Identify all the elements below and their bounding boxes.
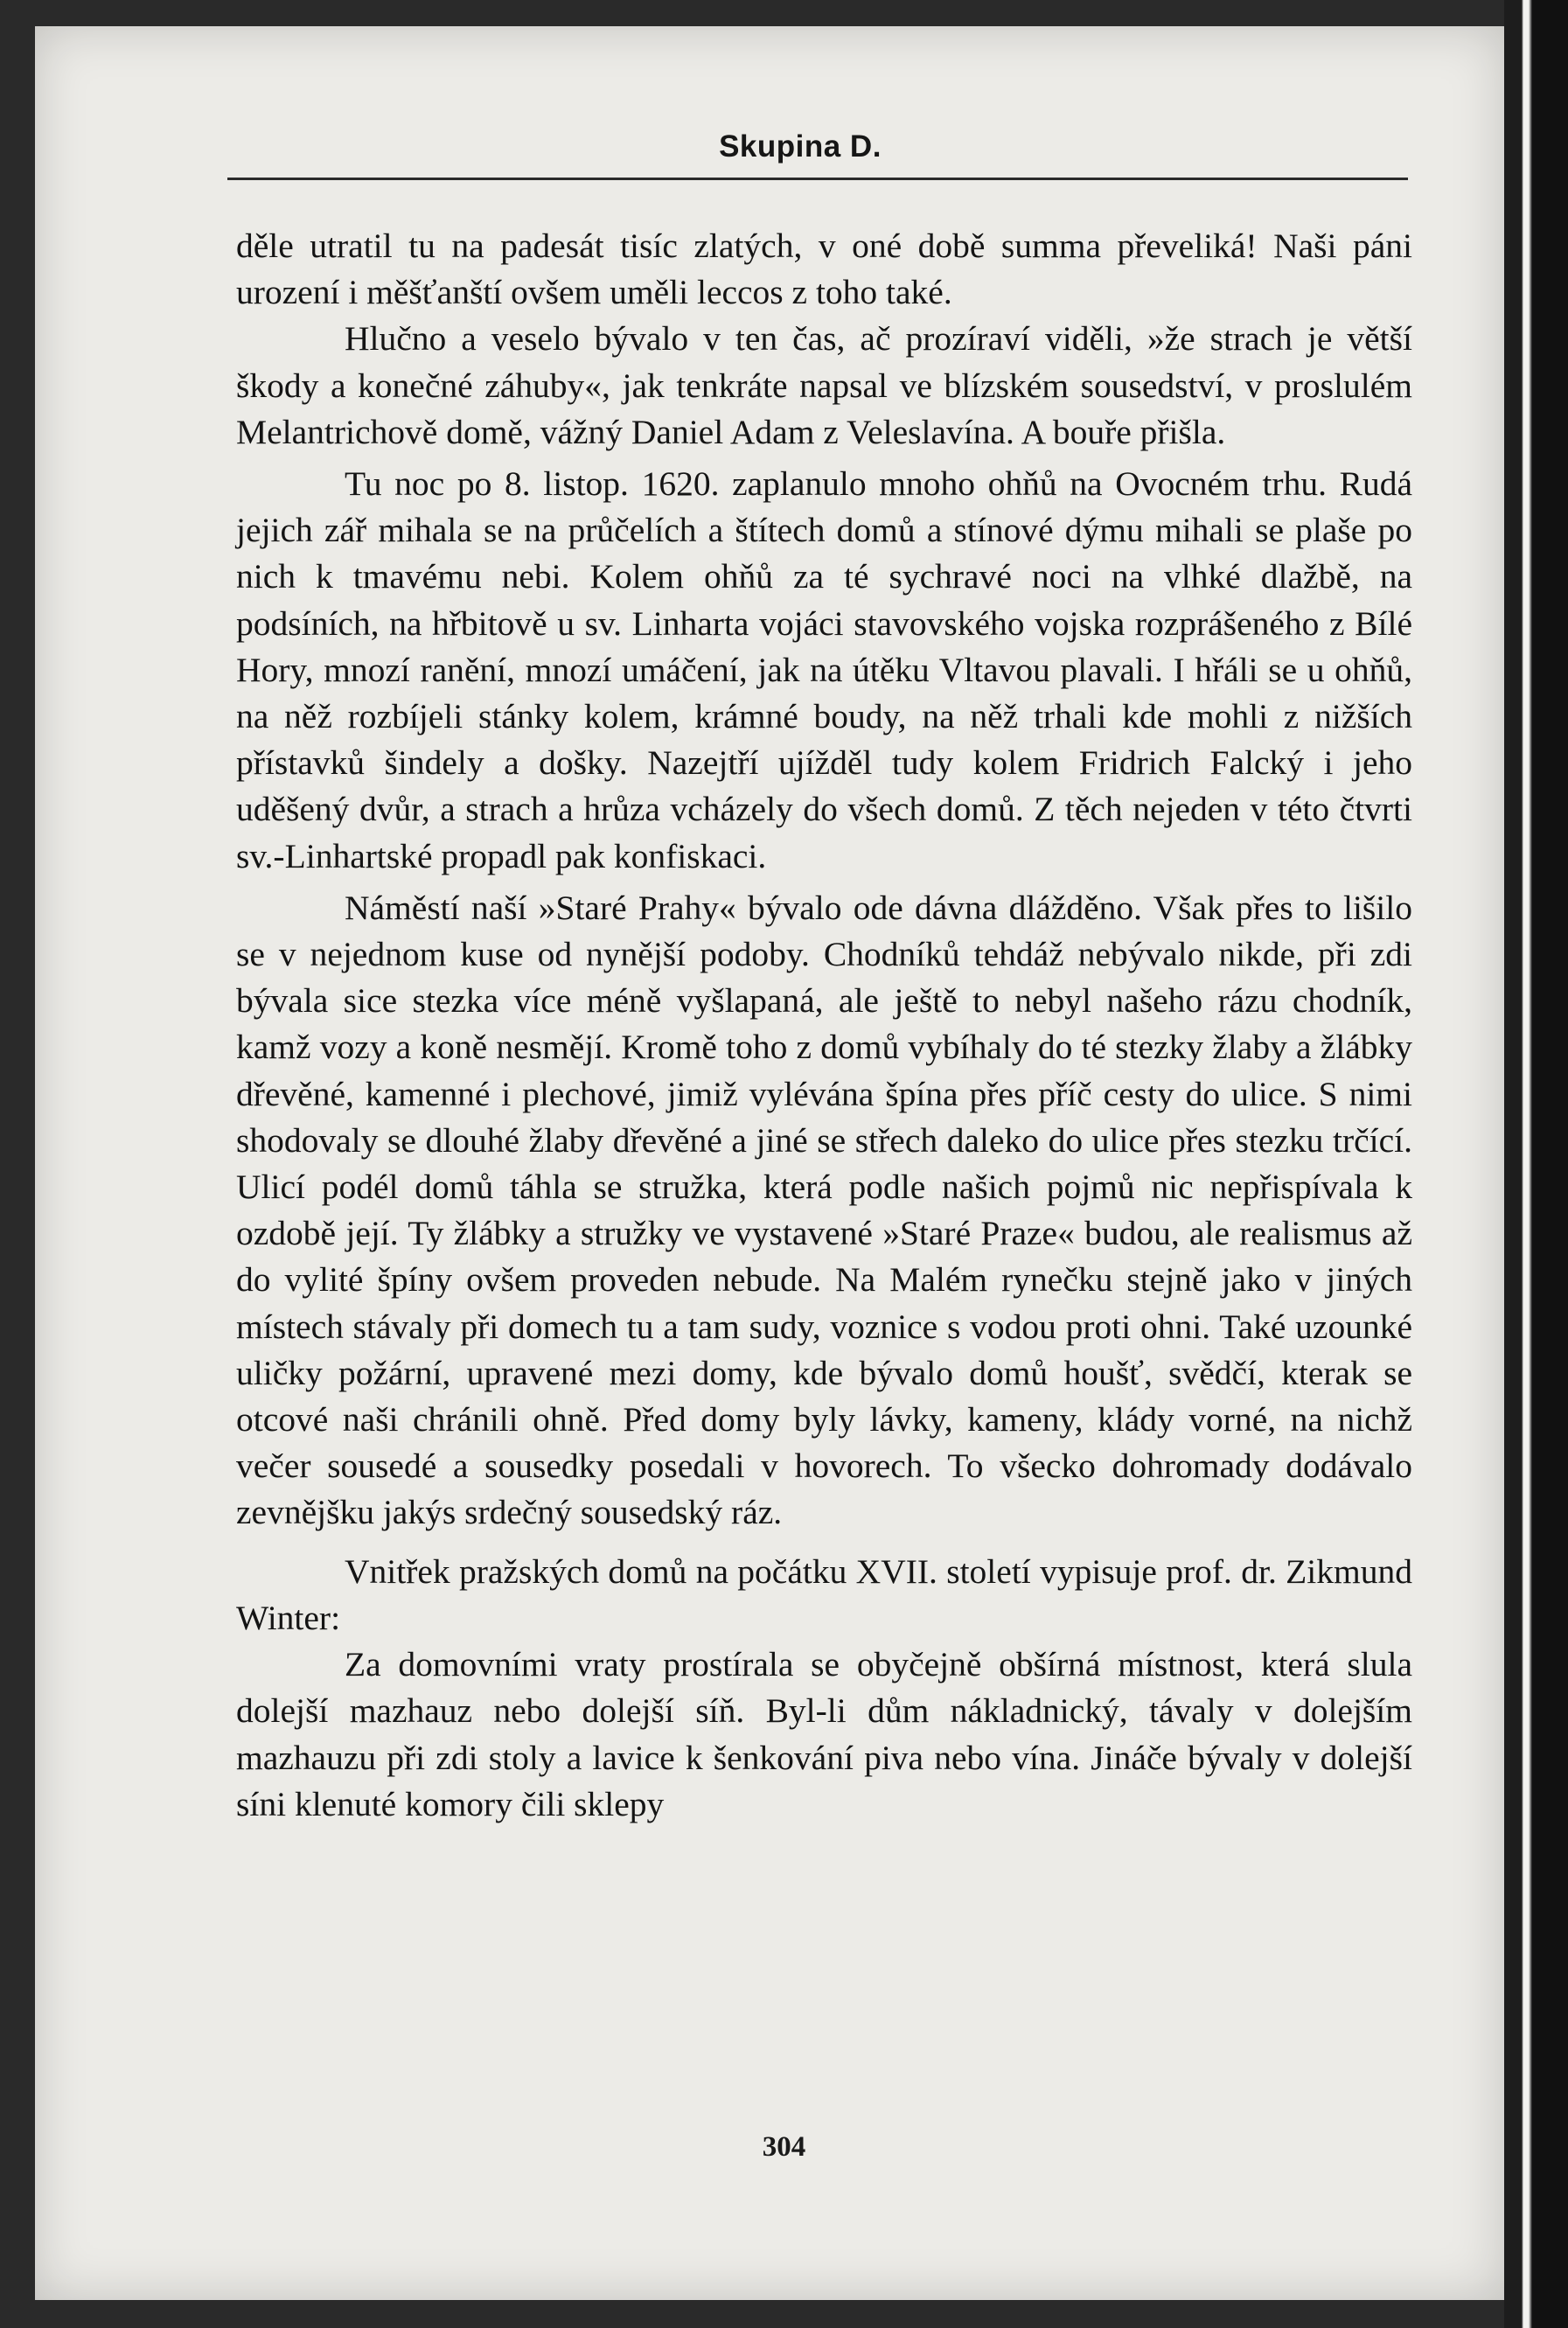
paragraph: Vnitřek pražských domů na počátku XVII. století vypisuje prof. dr. Zikmund Winter:: [236, 1551, 1412, 1637]
header-rule: [227, 178, 1408, 180]
paragraph: Náměstí naší »Staré Prahy« bývalo ode dávna dlážděno. Však přes to lišilo se v nejednom kuse od nynější podoby. Chodníků tehdáž nebývalo nikde, při zdi bývala sice stezka více méně vyšlapaná, ale ještě to nebyl našeho rázu chodník, kamž vozy a koně nesmějí. Kromě toho z domů vybíhaly do té stezky žlaby a žlábky dřevěné, kamenné i plechové, jimiž vylévána špína přes příč cesty do ulice. S nimi shodovaly se dlouhé žlaby dřevěné a jiné se střech daleko do ulice přes stezku trčící. Ulicí podél domů táhla se stružka, která podle našich pojmů nic nepřispívala k ozdobě její. Ty žlábky a stružky ve vystavené »Staré Praze« budou, ale realismus až do vylité špíny ovšem proveden nebude. Na Malém rynečku stejně jako v jiných místech stávaly při domech tu a tam sudy, voznice s vodou proti ohni. Také uzounké uličky požární, upravené mezi domy, kde bývalo domů houšť, svědčí, kterak se otcové naši chránili ohně. Před domy byly lávky, kameny, klády vorné, na nichž večer sousedé a sousedky posedali v hovorech. To všecko dohromady dodávalo zevnějšku jakýs srdečný sousedský ráz.: [236, 888, 1412, 1532]
scan-edge: [1504, 0, 1568, 2328]
paragraph: Hlučno a veselo bývalo v ten čas, ač prozíraví viděli, »že strach je větší škody a konečné záhuby«, jak tenkráte napsal ve blízském sousedství, v proslulém Melantrichově domě, vážný Daniel Adam z Veleslavína. A bouře přišla.: [236, 319, 1412, 451]
page-header: [192, 129, 1408, 182]
paragraph: Tu noc po 8. listop. 1620. zaplanulo mnoho ohňů na Ovocném trhu. Rudá jejich zář mihala se na průčelích a štítech domů a stínové dýmu mihali se plaše po nich k tmavému nebi. Kolem ohňů za té sychravé noci na vlhké dlažbě, na podsíních, na hřbitově u sv. Linharta vojáci stavovského vojska rozprášeného z Bílé Hory, mnozí ranění, mnozí umáčení, jak na útěku Vltavou plavali. I hřáli se u ohňů, na něž rozbíjeli stánky kolem, krámné boudy, na něž trhali kde mohli z nižších přístavků šindely a došky. Nazejtří ujížděl tudy kolem Fridrich Falcký i jeho uděšený dvůr, a strach a hrůza vcházely do všech domů. Z těch nejeden v této čtvrti sv.-Linhartské propadl pak konfiskaci.: [236, 464, 1412, 875]
page-number: 304: [762, 2131, 806, 2163]
running-head: Skupina D.: [719, 129, 882, 164]
paragraph: Za domovními vraty prostírala se obyčejně obšírná místnost, která slula dolejší mazhauz nebo dolejší síň. Byl-li dům nákladnický, távaly v dolejším mazhauzu při zdi stoly a lavice k šenkování piva nebo vína. Jináče bývaly v dolejší síni klenuté komory čili sklepy: [236, 1645, 1412, 1823]
body-text: [236, 223, 1412, 1828]
paragraph: děle utratil tu na padesát tisíc zlatých, v oné době summa převeliká! Naši páni urození i měšťanští ovšem uměli leccos z toho také.: [236, 227, 1412, 312]
